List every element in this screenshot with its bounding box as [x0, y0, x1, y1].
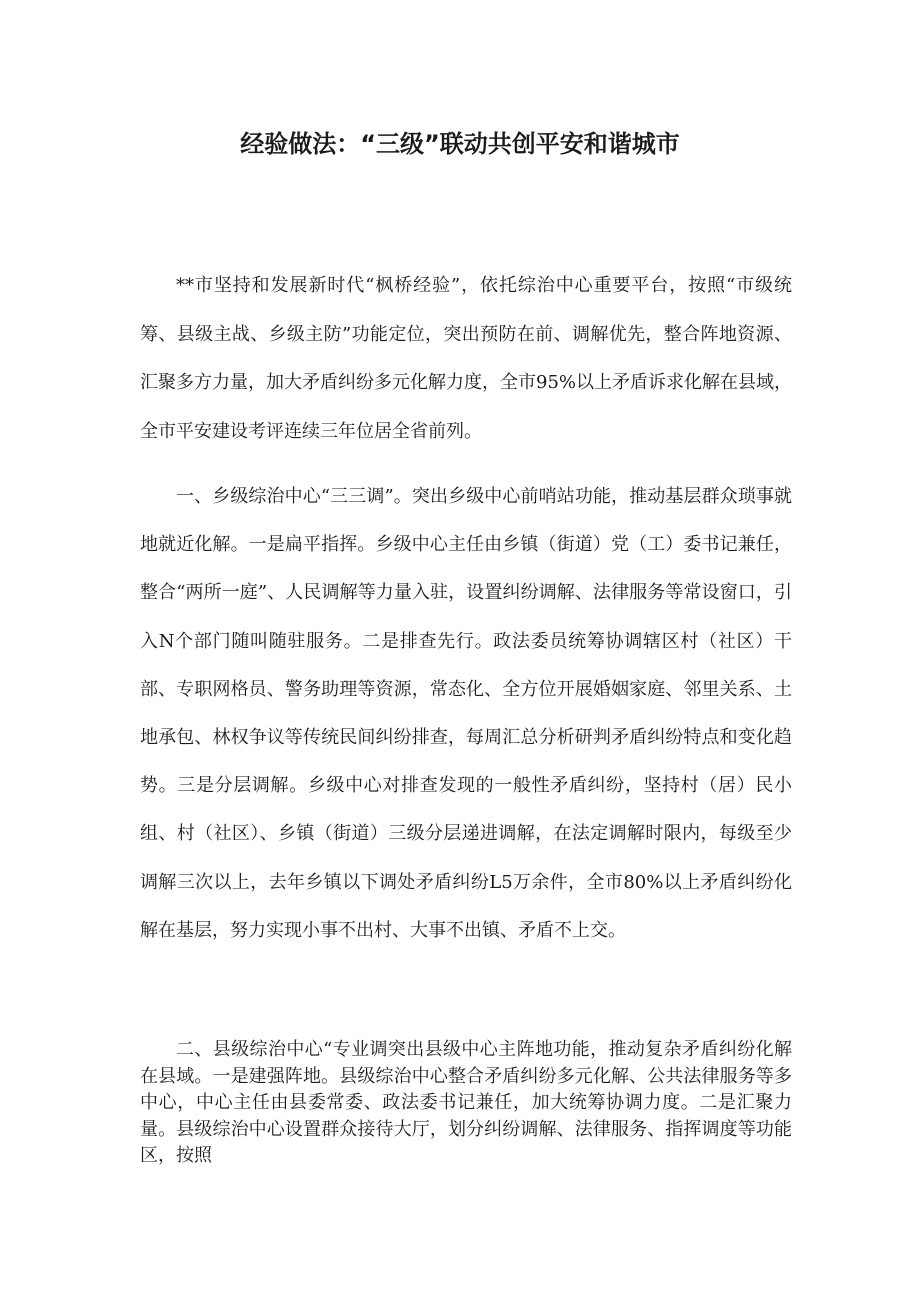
section-2-paragraph: 二、县级综治中心“专业调突出县级中心主阵地功能，推动复杂矛盾纠纷化解在县域。一是建强阵地。县级综治中心整合矛盾纠纷多元化解、公共法律服务等多中心，中心主任由县委常委、政法委书记兼任，加大统筹协调力度。二是汇聚力量。县级综治中心设置群众接待大厅，划分纠纷调解、法律服务、指挥调度等功能区，按照 [140, 1039, 792, 1167]
document-title: 经验做法：“三级”联动共创平安和谐城市 [240, 130, 680, 158]
section-1-paragraph: 一、乡级综治中心“三三调”。突出乡级中心前哨站功能，推动基层群众琐事就地就近化解。一是扁平指挥。乡级中心主任由乡镇（街道）党（工）委书记兼任，整合“两所一庭”、人民调解等力量入驻，设置纠纷调解、法律服务等常设窗口，引入N个部门随叫随驻服务。二是排查先行。政法委员统筹协调辖区村（社区）干部、专职网格员、警务助理等资源，常态化、全方位开展婚姻家庭、邻里关系、土地承包、林权争议等传统民间纠纷排查，每周汇总分析研判矛盾纠纷特点和变化趋势。三是分层调解。乡级中心对排查发现的一般性矛盾纠纷，坚持村（居）民小组、村（社区）、乡镇（街道）三级分层递进调解，在法定调解时限内，每级至少调解三次以上，去年乡镇以下调处矛盾纠纷L5万余件，全市80%以上矛盾纠纷化解在基层，努力实现小事不出村、大事不出镇、矛盾不上交。 [140, 486, 792, 941]
intro-paragraph: **市坚持和发展新时代“枫桥经验”，依托综治中心重要平台，按照“市级统筹、县级主战、乡级主防”功能定位，突出预防在前、调解优先，整合阵地资源、汇聚多方力量，加大矛盾纠纷多元化解力度，全市95%以上矛盾诉求化解在县域，全市平安建设考评连续三年位居全省前列。 [140, 275, 793, 442]
